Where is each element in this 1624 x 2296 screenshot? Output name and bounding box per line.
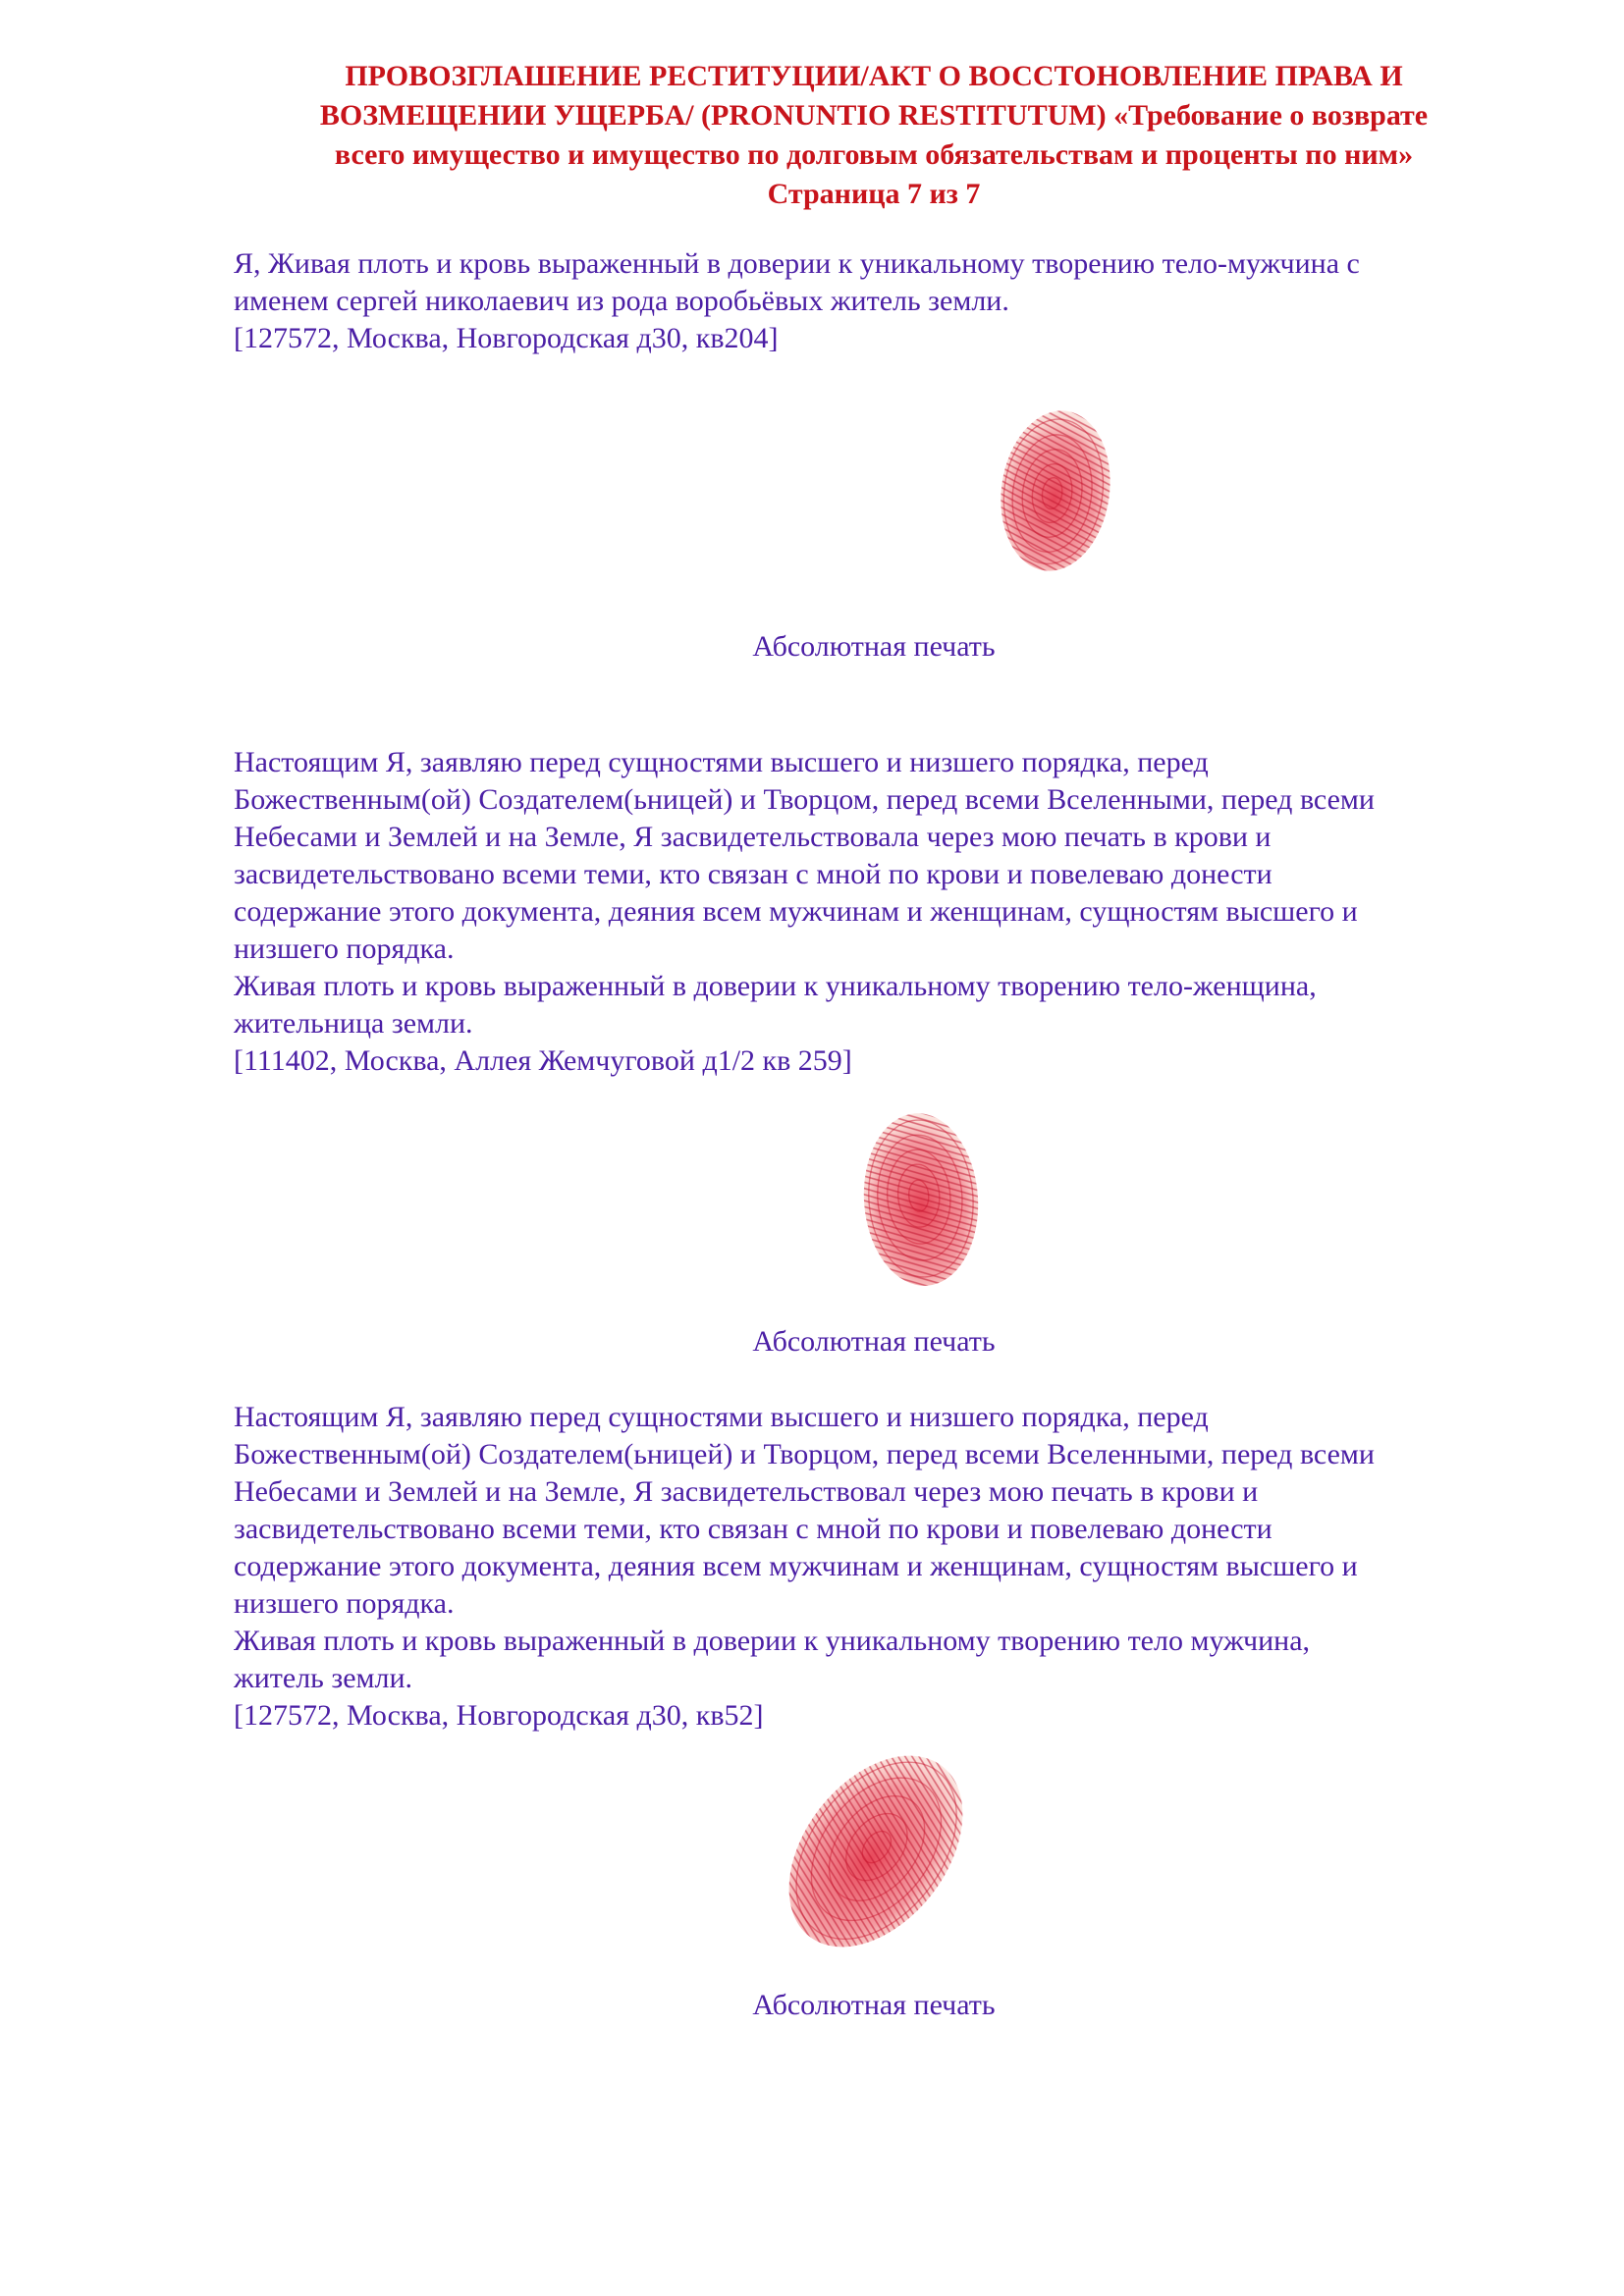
block3-line-1: Настоящим Я, заявляю перед сущностями высшего и низшего порядка, перед (234, 1401, 1209, 1433)
block2-line-8: жительница земли. (234, 1007, 473, 1040)
block3-line-3: Небесами и Землей и на Земле, Я засвидетельствовал через мою печать в крови и (234, 1475, 1259, 1508)
block2-line-5: содержание этого документа, деяния всем мужчинам и женщинам, сущностям высшего и (234, 895, 1358, 928)
block3-line-8: житель земли. (234, 1662, 413, 1694)
block2-line-3: Небесами и Землей и на Земле, Я засвидетельствовала через мою печать в крови и (234, 821, 1272, 853)
header-line-3: всего имущество и имущество по долговым обязательствам и проценты по ним» (334, 138, 1414, 171)
block2-address: [111402, Москва, Аллея Жемчуговой д1/2 кв 259] (234, 1044, 852, 1077)
block2-line-6: низшего порядка. (234, 933, 455, 965)
block2-line-4: засвидетельствовано всеми теми, кто связан с мной по крови и повелеваю донести (234, 858, 1272, 890)
block1-address: [127572, Москва, Новгородская д30, кв204] (234, 322, 779, 354)
block1-line-1: Я, Живая плоть и кровь выраженный в доверии к уникальному творению тело-мужчина с (234, 247, 1360, 280)
seal-caption-2: Абсолютная печать (752, 1325, 996, 1358)
header-line-1: ПРОВОЗГЛАШЕНИЕ РЕСТИТУЦИИ/АКТ О ВОССТОНОВЛЕНИЕ ПРАВА И (345, 60, 1403, 92)
declaration-block-2 (234, 744, 1549, 1080)
header-line-2: ВОЗМЕЩЕНИИ УЩЕРБА/ (PRONUNTIO RESTITUTUM) «Требование о возврате (319, 99, 1429, 132)
block3-line-7: Живая плоть и кровь выраженный в доверии к уникальному творению тело мужчина, (234, 1625, 1311, 1657)
block2-line-7: Живая плоть и кровь выраженный в доверии к уникальному творению тело-женщина, (234, 970, 1317, 1002)
block2-line-1: Настоящим Я, заявляю перед сущностями высшего и низшего порядка, перед (234, 746, 1209, 778)
block1-line-2: именем сергей николаевич из рода воробьёвых житель земли. (234, 285, 1009, 317)
declaration-block-3 (234, 1399, 1549, 1735)
seal-caption-1: Абсолютная печать (752, 630, 996, 663)
fingerprint-3-icon (748, 1753, 1003, 1949)
fingerprint-1-icon (992, 400, 1119, 582)
fingerprint-2-icon (852, 1101, 990, 1298)
page-number: Страница 7 из 7 (767, 178, 981, 210)
document-header (187, 57, 1561, 214)
block3-line-5: содержание этого документа, деяния всем мужчинам и женщинам, сущностям высшего и (234, 1550, 1358, 1582)
block3-line-2: Божественным(ой) Создателем(ьницей) и Творцом, перед всеми Вселенными, перед всеми (234, 1438, 1375, 1470)
block3-line-4: засвидетельствовано всеми теми, кто связан с мной по крови и повелеваю донести (234, 1513, 1272, 1545)
seal-caption-3: Абсолютная печать (752, 1989, 996, 2021)
block3-address: [127572, Москва, Новгородская д30, кв52] (234, 1699, 764, 1732)
block2-line-2: Божественным(ой) Создателем(ьницей) и Творцом, перед всеми Вселенными, перед всеми (234, 783, 1375, 816)
block3-line-6: низшего порядка. (234, 1587, 455, 1620)
declaration-block-1 (234, 245, 1549, 357)
